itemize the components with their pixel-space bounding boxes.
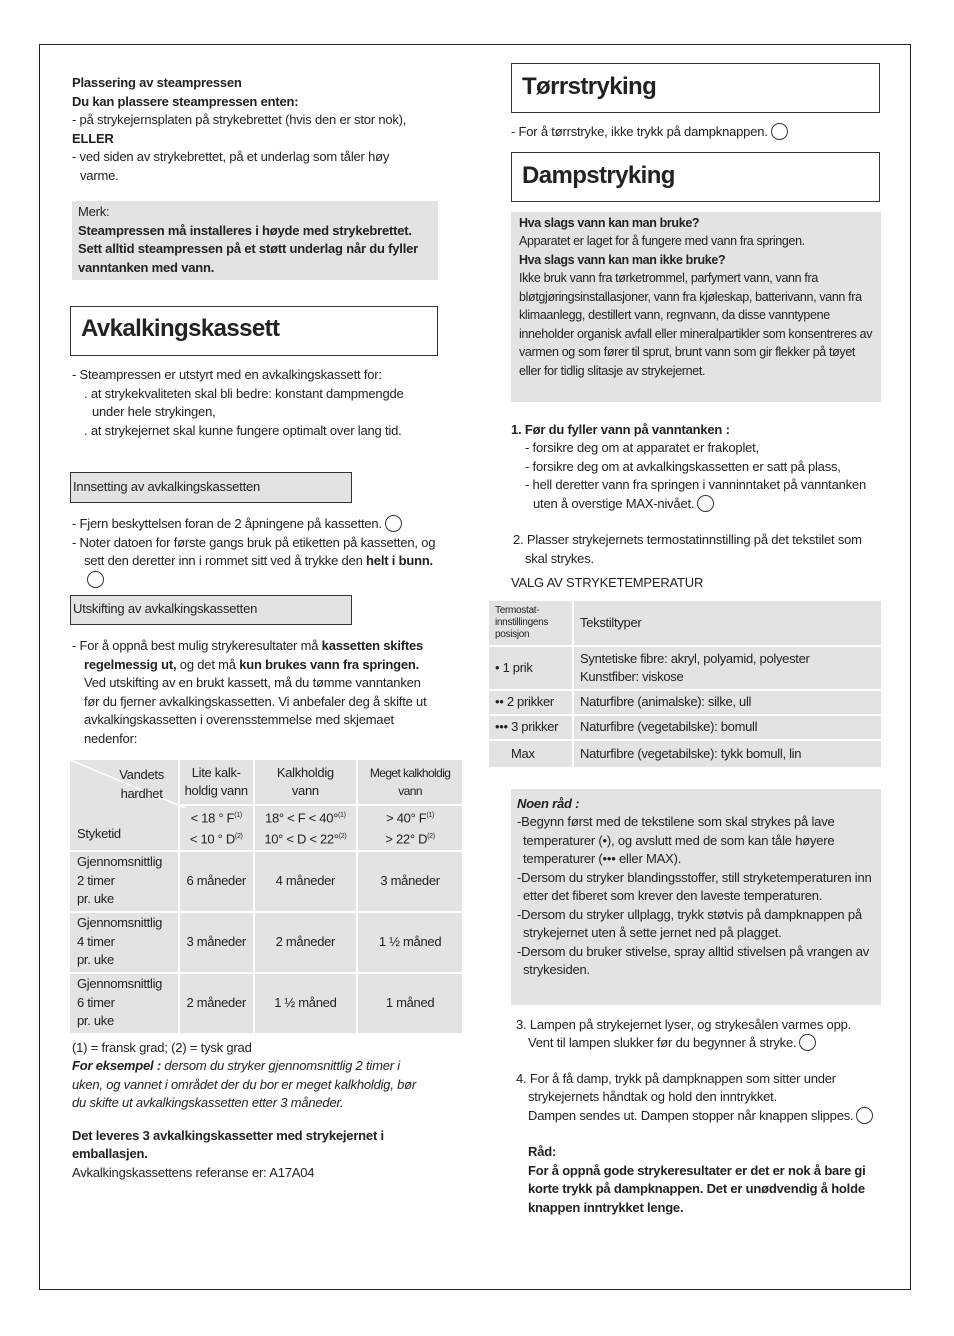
advice-text: For å oppnå gode strykeresultater er det er nok å bare gi korte trykk på dampknappen. Det er unødvendig å holde knappen inntrykket lenge. [528,1162,866,1215]
tips-box [511,789,881,1005]
insert-steps [72,515,464,589]
step-1-title: 1. Før du fyller vann på vanntanken : [511,421,730,437]
note-line-3: vanntanken med vann. [78,259,215,275]
decalc-intro [72,366,464,440]
tip-item: -Dersom du stryker ullplagg, trykk støtvis på dampknappen på strykejernet uten å sette jernet ned på plagget. [517,906,862,940]
header-low-lime: Lite kalk- holdig vann [179,759,254,805]
range-mid: 18° < F < 40°$^{(1)}$ 10° < D < 22°$^{(2)}$ [254,805,358,851]
table-cell: 4 måneder [254,851,358,912]
note-heading: Merk: [78,204,110,219]
header-high-lime: Meget kalkholdig vann [357,759,463,805]
header-lime: Kalkholdig vann [254,759,358,805]
range-low: < 18 ° $F^{(1)}$ < 10 ° $D^{(2)}$ [179,805,254,851]
temp-head-textile: Tekstiltyper [573,600,882,646]
table-cell: 1 ½ måned [254,973,358,1034]
insert-step-1: - Fjern beskyttelsen foran de 2 åpningene på kassetten. [72,515,464,534]
footnote: (1) = fransk grad; (2) = tysk grad [72,1039,252,1055]
left-column [72,74,464,1182]
temp-textile: Naturfibre (animalske): silke, ull [573,690,882,715]
row-label: Gjennomsnittlig 4 timer pr. uke [69,912,179,973]
temp-position: • 1 prik [488,646,573,690]
tip-item: -Dersom du bruker stivelse, spray alltid stivelsen på vrangen av strykesiden. [517,943,870,977]
note-box [72,201,438,280]
figure-ref-circle [87,571,104,588]
placement-option-1: - på strykejernsplaten på strykebrettet (hvis den er stor nok), [72,112,407,127]
tip-item: -Dersom du stryker blandingsstoffer, still stryketemperaturen inn etter det fiberet som krever den laveste temperaturen. [517,869,872,903]
step-2-text: 2. Plasser strykejernets termostatinnstilling på det tekstilet som skal strykes. [513,532,862,566]
placement-subheading: Du kan plassere steampressen enten: [72,93,299,109]
step-1-item: - forsikre deg om at apparatet er frakoplet, [525,440,759,455]
figure-ref-circle [771,123,788,140]
figure-ref-circle [856,1107,873,1124]
table-cell: 3 måneder [179,912,254,973]
replace-title: Utskifting av avkalkingskassetten [70,595,352,625]
step-1-item: - hell deretter vann fra springen i vanninntaket på vanntanken uten å overstige MAX-nivået. [525,477,866,511]
replace-text: - For å oppnå best mulig strykeresultater må kassetten skiftes regelmessig ut, og det må kun brukes vann fra springen. Ved utskifting av en brukt kassett, må du tømme vanntanken før du fjerner avkalkingskassetten. Vi anbefaler deg å skifte ut avkalkingskassetten i overensstemmelse med skjemaet nedenfor: [72,638,427,746]
decalc-intro-4: . at strykejernet skal kunne fungere optimalt over lang tid. [84,422,402,438]
insert-step-2: - Noter datoen for første gangs bruk på etiketten på kassetten, og sett den deretter inn i rommet sitt ved å trykke den helt i bunn. [72,534,452,590]
range-high: > 40° $F^{(1)}$ > 22° $D^{(2)}$ [357,805,463,851]
step-1-item: - forsikre deg om at avkalkingskassetten er satt på plass, [525,458,841,474]
water-question-2: Hva slags vann kan man ikke bruke? [519,252,726,267]
placement-heading: Plassering av steampressen [72,75,242,90]
table-cell: 3 måneder [357,851,463,912]
temp-position: Max [488,740,573,768]
water-answer-2: Ikke bruk vann fra tørketrommel, parfymert vann, vann fra bløtgjøringsinstallasjoner, vann fra kjøleskap, batterivann, vann fra klimaanlegg, destillert vann, regnvann, da disse vanntypene inneholder organisk avfall eller mineralpartikler som konsentreres av varmen og som fører til sprut, brunt vann som gir flekker på tøyet eller for tidlig slitasje av strykejernet. [519,271,873,378]
temp-textile: Syntetiske fibre: akryl, polyamid, polyester Kunstfiber: viskose [573,646,882,690]
table-corner-cell [69,759,179,851]
decalc-intro-3: under hele strykingen, [92,404,216,419]
temperature-table [487,599,883,769]
figure-ref-circle [385,515,402,532]
supplied-text: Det leveres 3 avkalkingskassetter med strykejernet i emballasjen. [72,1127,384,1162]
step-4-text-2: Dampen sendes ut. Dampen stopper når knappen slippes. [511,1107,908,1126]
table-row [488,690,882,715]
corner-time-label: Styketid [77,826,121,842]
replacement-schedule-table [68,758,464,1035]
right-column [495,63,883,1217]
dry-ironing-title: Tørrstryking [511,63,880,113]
water-answer-1: Apparatet er laget for å fungere med vann fra springen. [519,234,805,248]
temp-textile: Naturfibre (vegetabilske): bomull [573,715,882,740]
table-cell: 1 ½ måned [357,912,463,973]
temp-position: ••• 3 prikker [488,715,573,740]
figure-ref-circle [799,1034,816,1051]
decalc-intro-2: . at strykekvaliteten skal bli bedre: konstant dampmengde [84,385,404,401]
temp-title: VALG AV STRYKETEMPERATUR [511,575,704,590]
example-text: For eksempel : dersom du stryker gjennomsnittlig 2 timer i uken, og vannet i området der du bor er meget kalkholdig, bør du skifte ut avkalkingskassetten etter 3 måneder. [72,1058,417,1111]
table-row [69,973,463,1034]
table-cell: 6 måneder [179,851,254,912]
dry-ironing-text: - For å tørrstryke, ikke trykk på dampknappen. [511,123,883,142]
step-3-text: 3. Lampen på strykejernet lyser, og strykesålen varmes opp. Vent til lampen slukker før du begynner å stryke. [516,1016,852,1050]
figure-ref-circle [697,495,714,512]
water-info-box [511,212,881,402]
decalc-title: Avkalkingskassett [70,306,438,356]
placement-option-2-cont: varme. [80,167,119,183]
table-row [69,912,463,973]
table-cell: 2 måneder [254,912,358,973]
placement-or: ELLER [72,130,114,146]
table-cell: 1 måned [357,973,463,1034]
water-question-1: Hva slags vann kan man bruke? [519,215,700,230]
decalc-intro-1: - Steampressen er utstyrt med en avkalkingskassett for: [72,367,382,382]
insert-title: Innsetting av avkalkingskassetten [70,472,352,503]
temp-head-position: Termostat- innstillingens posisjon [488,600,573,646]
row-label: Gjennomsnittlig 2 timer pr. uke [69,851,179,912]
placement-option-2: - ved siden av strykebrettet, på et underlag som tåler høy [72,149,390,164]
corner-hardness-label: Vandets hardhet [119,767,164,801]
reference-text: Avkalkingskassettens referanse er: A17A04 [72,1164,315,1180]
table-row [69,851,463,912]
tips-title: Noen råd : [517,795,580,811]
advice-title: Råd: [528,1144,557,1159]
table-row [488,715,882,740]
note-line-1: Steampressen må installeres i høyde med strykebrettet. [78,222,412,238]
table-row [488,740,882,768]
tip-item: -Begynn først med de tekstilene som skal strykes på lave temperaturer (•), og avslutt med de som kan tåle høyere temperaturer (••• eller MAX). [517,814,835,866]
row-label: Gjennomsnittlig 6 timer pr. uke [69,973,179,1034]
step-4-text: 4. For å få damp, trykk på dampknappen som sitter under strykejernets håndtak og hold den inntrykket. [516,1070,836,1104]
temp-textile: Naturfibre (vegetabilske): tykk bomull, lin [573,740,882,768]
placement-section [72,74,464,111]
temp-position: •• 2 prikker [488,690,573,715]
steam-ironing-title: Dampstryking [511,152,880,202]
table-row [488,646,882,690]
note-line-2: Sett alltid steampressen på et støtt underlag når du fyller [78,241,419,256]
table-cell: 2 måneder [179,973,254,1034]
